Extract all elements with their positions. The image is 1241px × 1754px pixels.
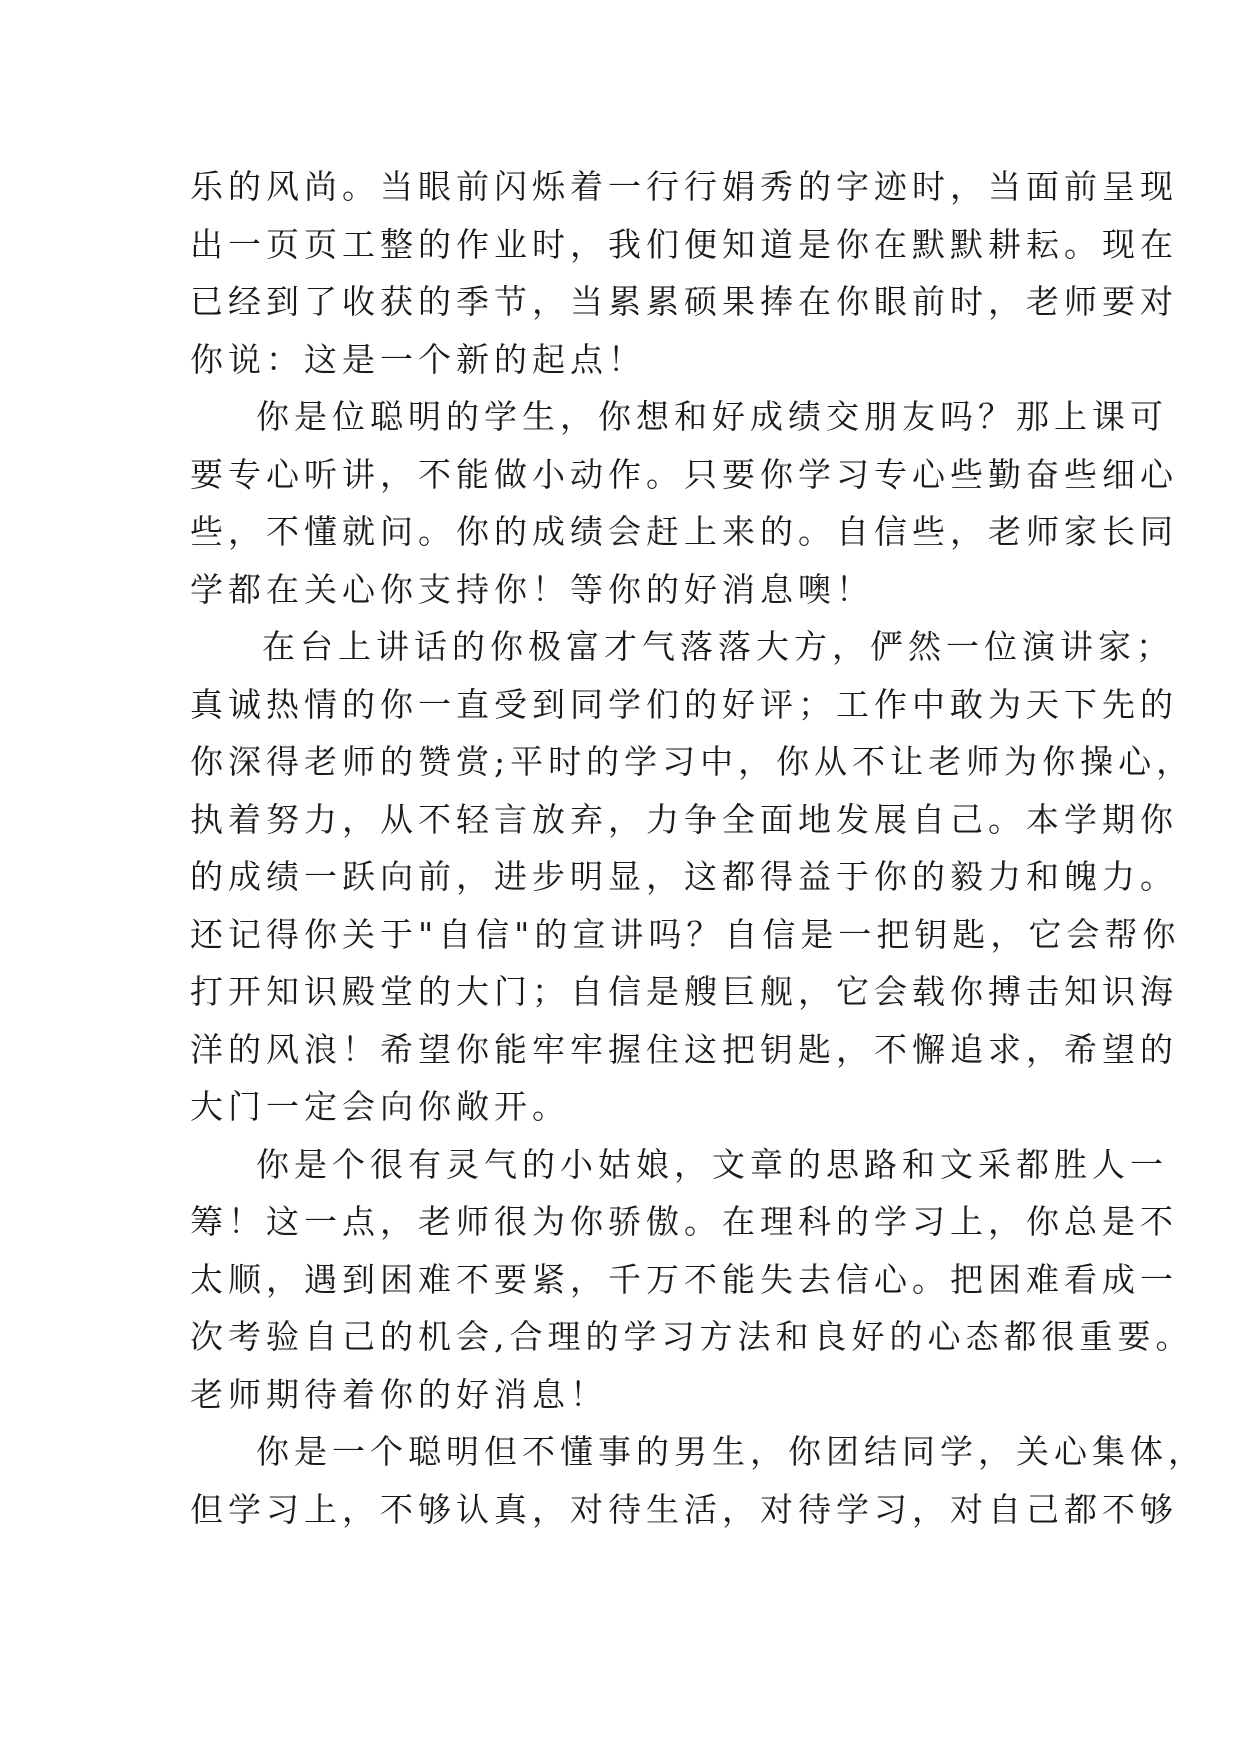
paragraph-first-line: 你是个很有灵气的小姑娘，文章的思路和文采都胜人一 xyxy=(256,1144,1168,1184)
text-line: 学都在关心你支持你！等你的好消息噢！ xyxy=(190,569,874,609)
text-line: 出一页页工整的作业时，我们便知道是你在默默耕耘。现在 xyxy=(190,224,1178,264)
paragraph-first-line: 在台上讲话的你极富才气落落大方，俨然一位演讲家； xyxy=(262,627,1174,666)
text-line: 但学习上，不够认真，对待生活，对待学习，对自己都不够 xyxy=(190,1489,1178,1529)
text-line: 你深得老师的赞赏;平时的学习中，你从不让老师为你操心， xyxy=(190,742,1195,781)
text-line: 要专心听讲，不能做小动作。只要你学习专心些勤奋些细心 xyxy=(190,454,1178,494)
text-line: 执着努力，从不轻言放弃，力争全面地发展自己。本学期你 xyxy=(190,799,1178,839)
paragraph-first-line: 你是一个聪明但不懂事的男生，你团结同学，关心集体， xyxy=(256,1432,1206,1471)
text-line: 次考验自己的机会,合理的学习方法和良好的心态都很重要。 xyxy=(190,1317,1194,1356)
text-line: 大门一定会向你敞开。 xyxy=(190,1087,570,1126)
text-line: 已经到了收获的季节，当累累硕果捧在你眼前时，老师要对 xyxy=(190,282,1178,321)
text-line: 你说：这是一个新的起点！ xyxy=(190,339,646,379)
text-line: 还记得你关于"自信"的宣讲吗？自信是一把钥匙，它会帮你 xyxy=(190,914,1181,954)
text-line: 打开知识殿堂的大门；自信是艘巨舰，它会载你搏击知识海 xyxy=(190,972,1178,1011)
text-line: 些，不懂就问。你的成绩会赶上来的。自信些，老师家长同 xyxy=(190,512,1178,551)
text-line: 的成绩一跃向前，进步明显，这都得益于你的毅力和魄力。 xyxy=(190,857,1178,896)
paragraph-first-line: 你是位聪明的学生，你想和好成绩交朋友吗？那上课可 xyxy=(256,397,1168,436)
text-line: 乐的风尚。当眼前闪烁着一行行娟秀的字迹时，当面前呈现 xyxy=(190,167,1178,206)
text-line: 太顺，遇到困难不要紧，千万不能失去信心。把困难看成一 xyxy=(190,1259,1178,1299)
document-body xyxy=(190,158,1206,1538)
text-line: 洋的风浪！希望你能牢牢握住这把钥匙，不懈追求，希望的 xyxy=(190,1029,1178,1069)
text-line: 真诚热情的你一直受到同学们的好评；工作中敢为天下先的 xyxy=(190,684,1178,724)
text-line: 老师期待着你的好消息！ xyxy=(190,1374,608,1414)
text-line: 筹！这一点，老师很为你骄傲。在理科的学习上，你总是不 xyxy=(190,1202,1178,1241)
